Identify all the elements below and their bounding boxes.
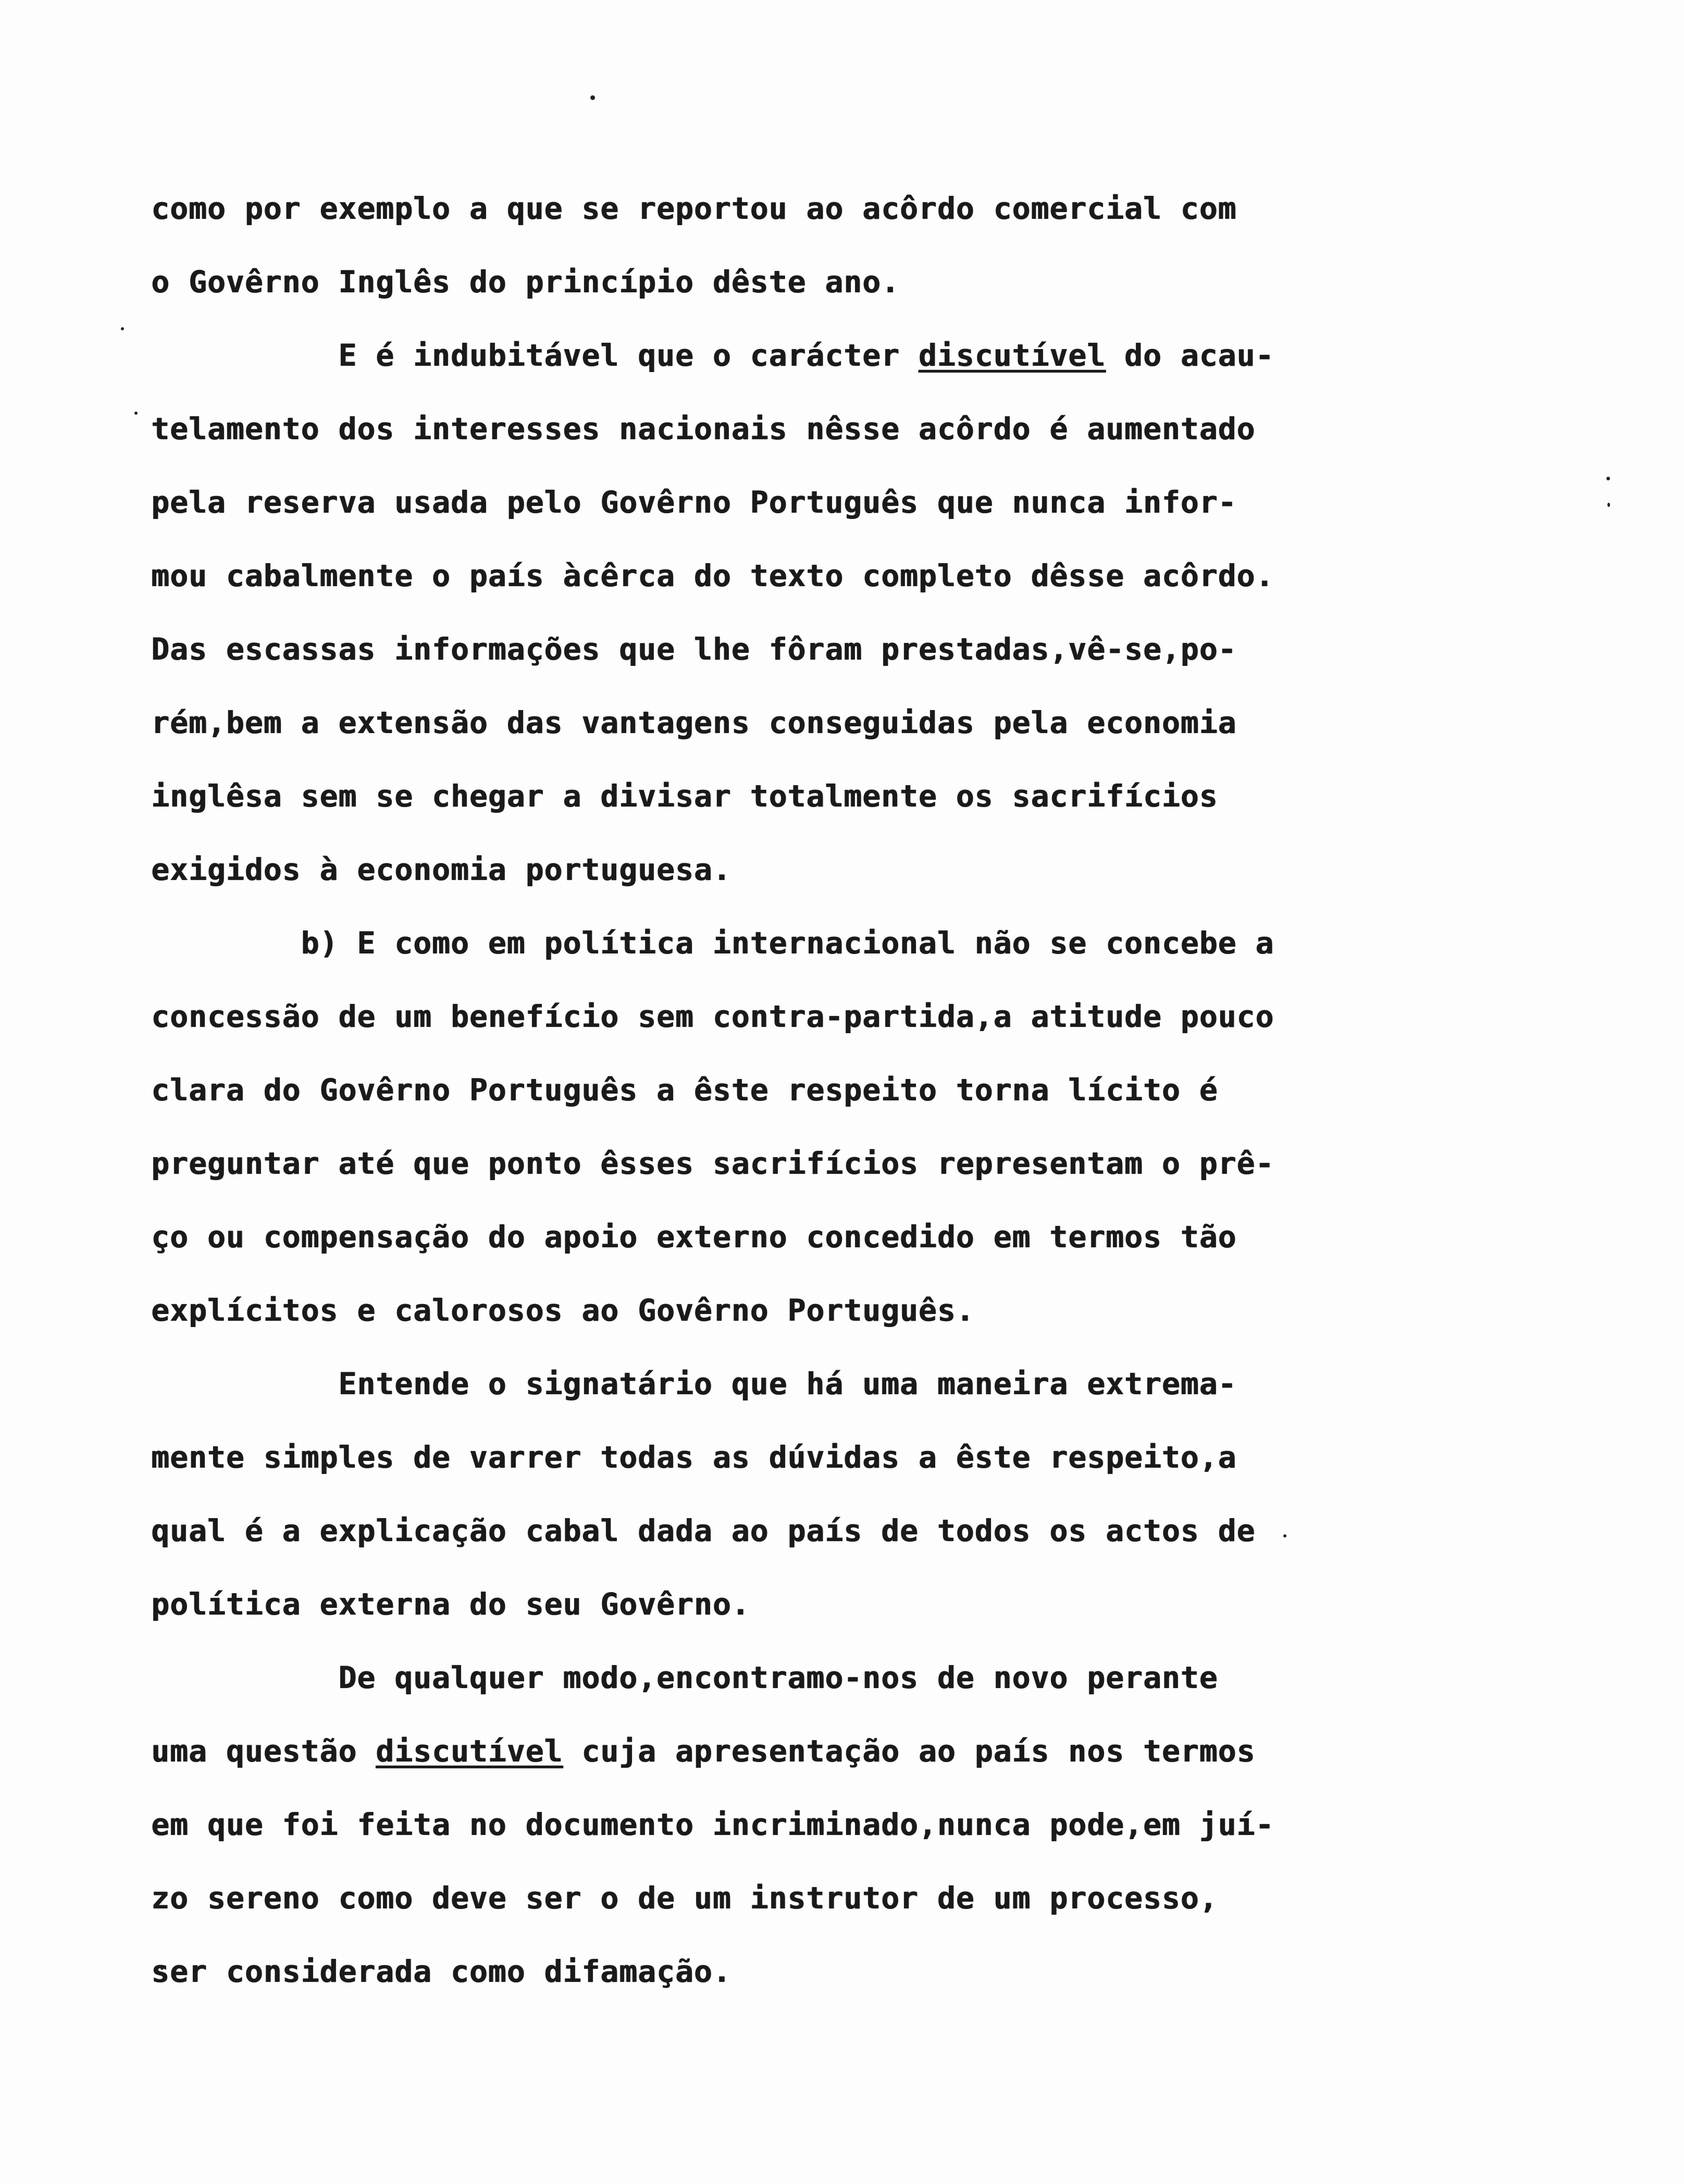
- text-line: em que foi feita no documento incriminado,nunca pode,em juí-: [151, 1807, 1274, 1842]
- text-line: mou cabalmente o país àcêrca do texto completo dêsse acôrdo.: [151, 558, 1274, 593]
- text-line: política externa do seu Govêrno.: [151, 1586, 750, 1622]
- text-line: uma questão discutível cuja apresentação ao país nos termos: [151, 1733, 1256, 1769]
- text-line: o Govêrno Inglês do princípio dêste ano.: [151, 264, 900, 300]
- ink-speck: [121, 327, 124, 330]
- text-line: mente simples de varrer todas as dúvidas a êste respeito,a: [151, 1440, 1237, 1475]
- text-line: rém,bem a extensão das vantagens conseguidas pela economia: [151, 705, 1237, 740]
- ink-speck: [1607, 503, 1610, 507]
- ink-speck: [590, 95, 595, 100]
- text-line: exigidos à economia portuguesa.: [151, 852, 732, 887]
- text-line: Entende o signatário que há uma maneira extrema-: [151, 1366, 1237, 1401]
- text-line: explícitos e calorosos ao Govêrno Português.: [151, 1293, 975, 1328]
- text-line: qual é a explicação cabal dada ao país de todos os actos de: [151, 1513, 1256, 1548]
- underlined-word: discutível: [376, 1733, 563, 1769]
- text-line: E é indubitável que o carácter discutível do acau-: [151, 338, 1274, 373]
- text-line: telamento dos interesses nacionais nêsse acôrdo é aumentado: [151, 411, 1256, 446]
- ink-speck: [1606, 477, 1610, 480]
- text-line: como por exemplo a que se reportou ao acôrdo comercial com: [151, 191, 1237, 226]
- underlined-word: discutível: [918, 338, 1106, 373]
- text-line: Das escassas informações que lhe fôram prestadas,vê-se,po-: [151, 631, 1237, 667]
- text-line: b) E como em política internacional não se concebe a: [151, 925, 1274, 961]
- text-line: ço ou compensação do apoio externo concedido em termos tão: [151, 1219, 1237, 1255]
- text-line: De qualquer modo,encontramo-nos de novo perante: [151, 1660, 1218, 1695]
- text-line: inglêsa sem se chegar a divisar totalmente os sacrifícios: [151, 778, 1218, 814]
- ink-speck: [134, 412, 138, 415]
- text-line: ser considerada como difamação.: [151, 1954, 732, 1989]
- text-line: concessão de um benefício sem contra-partida,a atitude pouco: [151, 999, 1274, 1034]
- text-line: preguntar até que ponto êsses sacrifícios representam o prê-: [151, 1146, 1274, 1181]
- typed-text-body: [151, 172, 1412, 2008]
- text-line: zo sereno como deve ser o de um instrutor de um processo,: [151, 1880, 1218, 1916]
- text-line: pela reserva usada pelo Govêrno Português que nunca infor-: [151, 485, 1237, 520]
- text-line: clara do Govêrno Português a êste respeito torna lícito é: [151, 1072, 1218, 1108]
